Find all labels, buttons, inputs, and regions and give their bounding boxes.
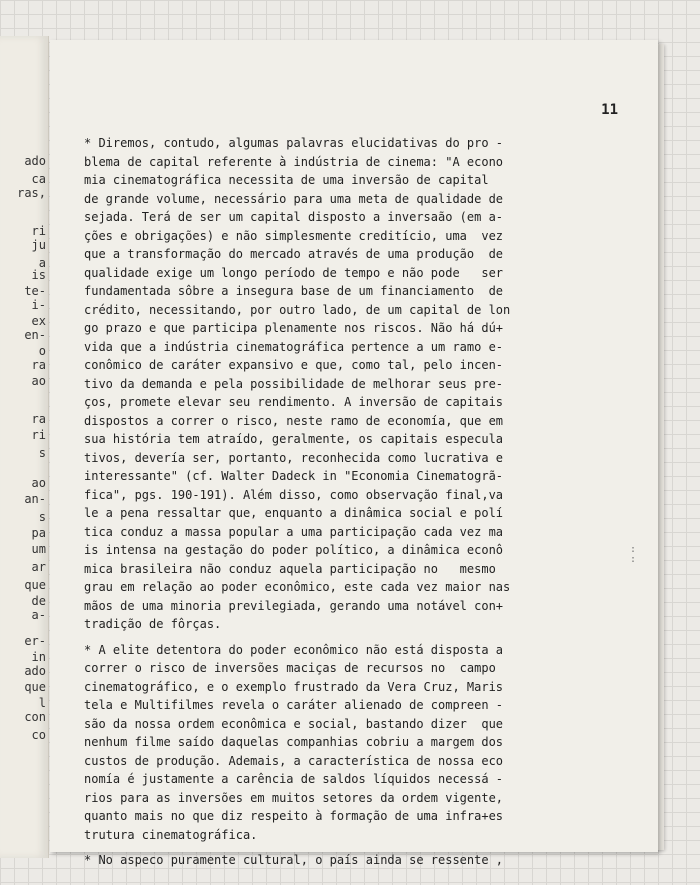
facing-page-fragment: co (31, 728, 46, 742)
facing-page-fragment: ao (31, 476, 46, 490)
text-line: custos de produção. Ademais, a característica de nossa eco (84, 753, 504, 768)
facing-page-fragment: ri (31, 428, 46, 442)
facing-page-fragment: is (31, 268, 46, 282)
facing-page-fragment: con (24, 710, 46, 724)
text-line: ços, promete elevar seu rendimento. A inversão de capitais (84, 395, 504, 409)
text-line: le a pena ressaltar que, enquanto a dinâmica social e polí (84, 506, 504, 520)
text-line: go prazo e que participa plenamente nos riscos. Não há dú+ (84, 321, 504, 335)
text-line: fica", pgs. 190-191). Além disso, como observação final,va (84, 487, 504, 502)
text-line: de grande volume, necessário para uma meta de qualidade de (84, 191, 504, 206)
facing-page-fragment: o (38, 344, 46, 358)
facing-page-edge (0, 36, 49, 858)
text-line: trutura cinematográfica. (84, 827, 258, 842)
facing-page-fragment: ca (31, 172, 46, 186)
facing-page-fragment: s (38, 446, 46, 460)
text-line: rios para as inversões em muitos setores da ordem vigente, (84, 790, 504, 805)
text-line: ções e obrigações) e não simplesmente creditício, uma vez (84, 228, 504, 243)
text-line: tica conduz a massa popular a uma participação cada vez ma (84, 524, 504, 539)
text-line: sejada. Terá de ser um capital disposto a inversaão (em a- (84, 210, 504, 224)
facing-page-fragment: um (31, 542, 46, 556)
facing-page-fragment: ra (31, 412, 46, 426)
text-line: que a transformação do mercado através de uma produção de (84, 247, 504, 261)
facing-page-fragment: pa (31, 526, 46, 540)
facing-page-fragment: s (38, 510, 46, 524)
facing-page-fragment: ado (24, 154, 46, 168)
text-line: mãos de uma minoria previlegiada, gerando uma notável con+ (84, 598, 504, 613)
text-line: * A elite detentora do poder econômico não está disposta a (84, 642, 504, 657)
page-number: 11 (601, 102, 618, 118)
text-line: blema de capital referente à indústria de cinema: "A econo (84, 154, 504, 169)
facing-page-fragment: l (38, 696, 46, 710)
text-line: tradição de fôrças. (84, 617, 222, 631)
facing-page-fragment: a (38, 256, 46, 270)
text-line: conômico de caráter expansivo e que, como tal, pelo incen- (84, 358, 504, 372)
facing-page-fragment: de (31, 594, 46, 608)
text-line: são da nossa ordem econômica e social, bastando dizer que (84, 716, 504, 731)
facing-page-fragment: i- (31, 298, 46, 312)
text-line: quanto mais no que diz respeito à formação de uma infra+es (84, 809, 504, 823)
document-page (50, 40, 658, 867)
text-line: tela e Multifilmes revela o caráter alienado de compreen - (84, 698, 504, 712)
facing-page-fragment: ar (31, 560, 46, 574)
facing-page-fragment: in (31, 650, 46, 664)
body-text (84, 134, 614, 877)
paragraph (84, 851, 614, 870)
margin-mark: : : (630, 544, 637, 565)
facing-page-fragment: ri (31, 224, 46, 238)
text-line: correr o risco de inversões maciças de recursos no campo (84, 661, 496, 675)
text-line: mia cinematográfica necessita de uma inversão de capital (84, 173, 489, 187)
text-line: fundamentada sôbre a insegura base de um financiamento de (84, 284, 504, 298)
paragraph (84, 134, 614, 634)
facing-page-fragment: ras, (17, 186, 46, 200)
facing-page-fragment: a- (31, 608, 46, 622)
facing-page-fragment: ao (31, 374, 46, 388)
facing-page-fragment: ado (24, 664, 46, 678)
text-line: qualidade exige um longo período de tempo e não pode ser (84, 265, 504, 280)
text-line: sua história tem atraído, geralmente, os capitais especula (84, 432, 504, 446)
text-line: vida que a indústria cinematográfica pertence a um ramo e- (84, 339, 504, 354)
text-line: cinematográfico, e o exemplo frustrado da Vera Cruz, Maris (84, 679, 504, 694)
text-line: is intensa na gestação do poder político, a dinâmica econô (84, 543, 504, 557)
facing-page-fragment: que (24, 680, 46, 694)
facing-page-fragment: en- (24, 328, 46, 342)
facing-page-fragment: er- (24, 634, 46, 648)
facing-page-fragment: ex (31, 314, 46, 328)
paragraph (84, 641, 614, 845)
facing-page-fragment: te- (24, 284, 46, 298)
text-line: crédito, necessitando, por outro lado, de um capital de lon (84, 302, 511, 317)
facing-page-fragment: an- (24, 492, 46, 506)
text-line: interessante" (cf. Walter Dadeck in "Economia Cinematogrã- (84, 469, 504, 483)
text-line: tivos, devería ser, portanto, reconhecida como lucrativa e (84, 450, 504, 465)
text-line: nomía é justamente a carência de saldos líquidos necessá - (84, 772, 504, 786)
facing-page-fragment: que (24, 578, 46, 592)
text-line: mica brasileira não conduz aquela participação no mesmo (84, 561, 496, 576)
facing-page-fragment: ra (31, 358, 46, 372)
text-line: dispostos a correr o risco, neste ramo de economía, que em (84, 413, 504, 428)
text-line: tivo da demanda e pela possibilidade de melhorar seus pre- (84, 376, 504, 391)
text-line: * No aspeco puramente cultural, o país ainda se ressente , (84, 853, 504, 867)
text-line: grau em relação ao poder econômico, este cada vez maior nas (84, 580, 511, 594)
facing-page-fragment: ju (31, 238, 46, 252)
text-line: nenhum filme saído daquelas companhias cobriu a margem dos (84, 735, 504, 749)
text-line: * Diremos, contudo, algumas palavras elucidativas do pro - (84, 136, 504, 150)
